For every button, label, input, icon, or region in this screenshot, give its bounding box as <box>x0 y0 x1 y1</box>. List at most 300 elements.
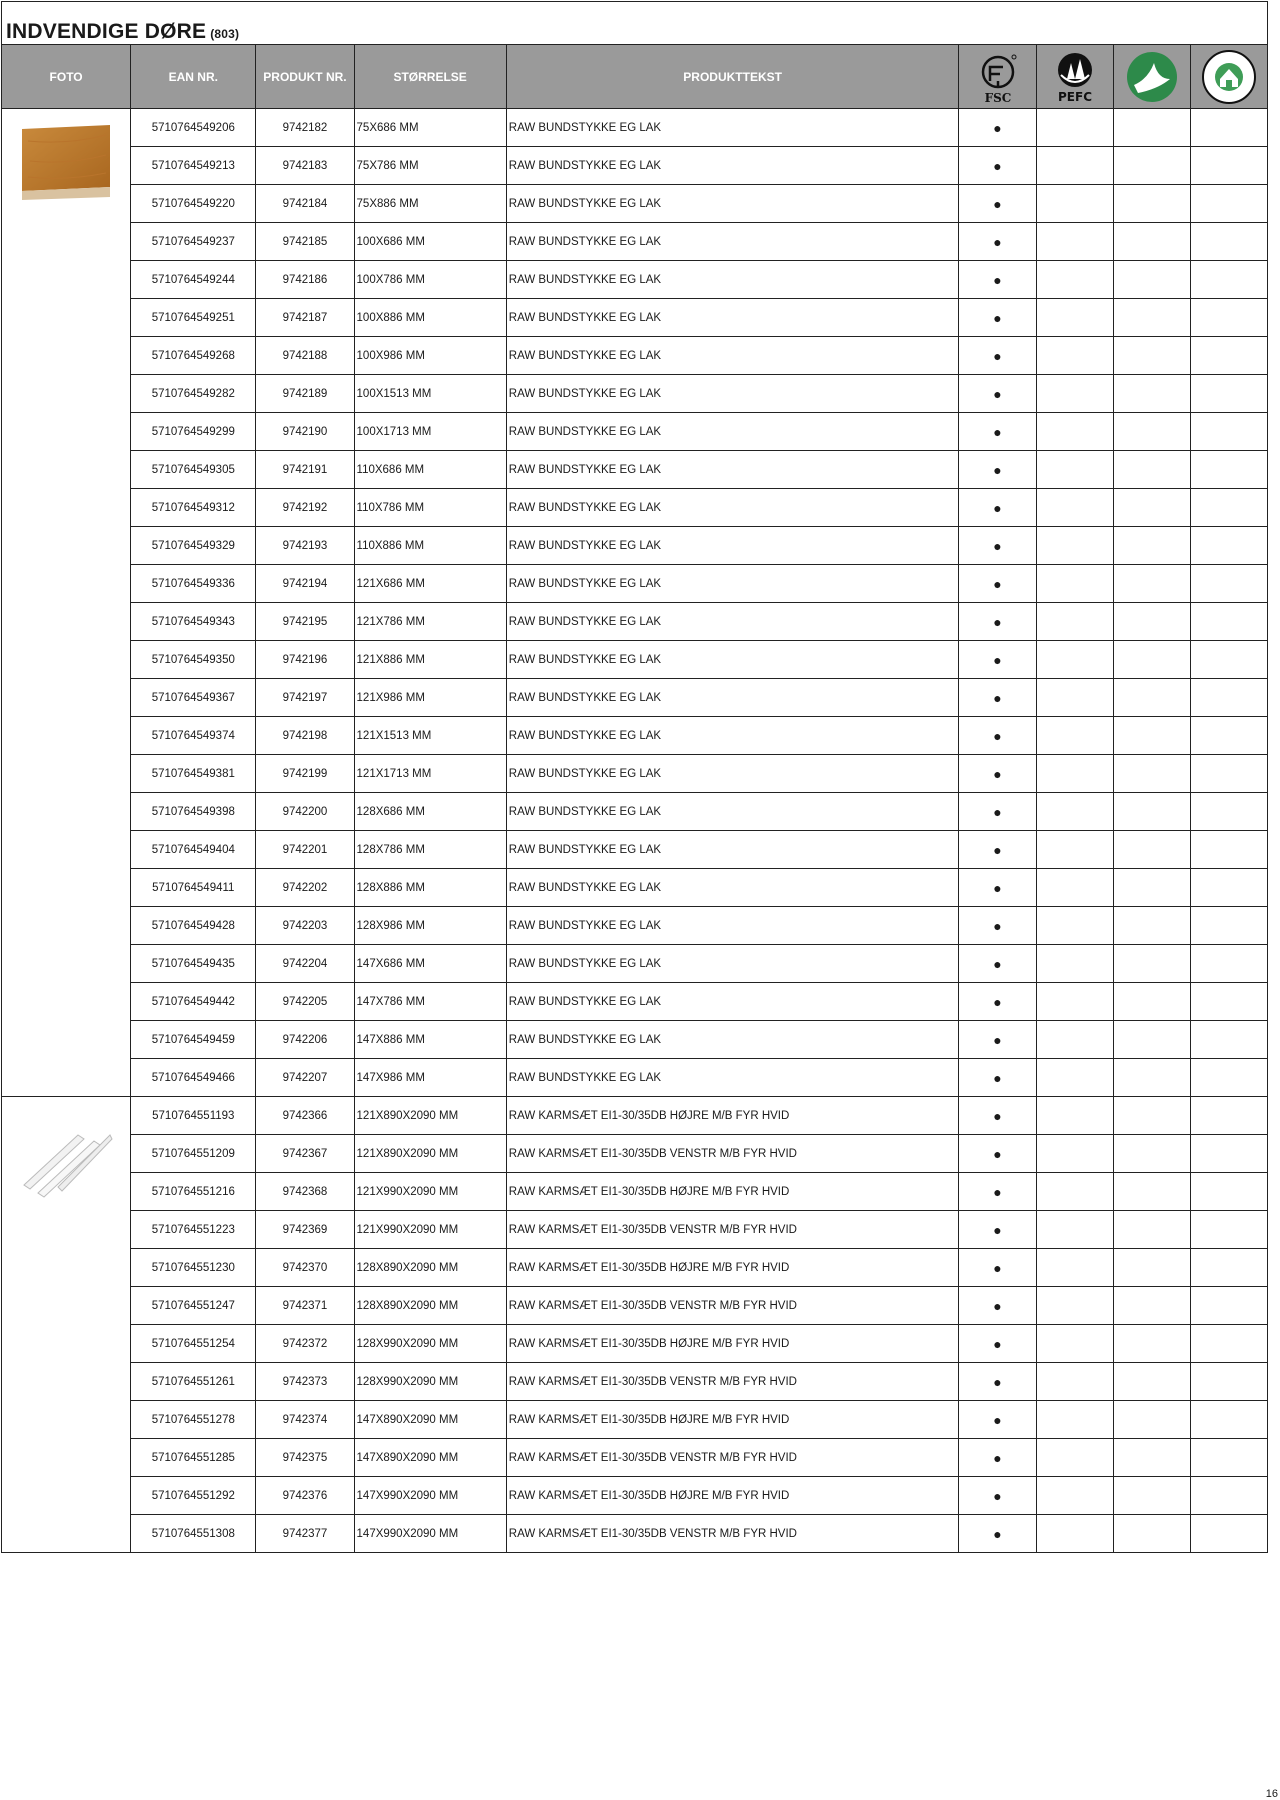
product-number-cell: 9742190 <box>256 413 354 451</box>
indoor-climate-cell <box>1190 1211 1267 1249</box>
size-cell: 100X886 MM <box>354 299 506 337</box>
ean-cell: 5710764549428 <box>131 907 256 945</box>
ean-cell: 5710764549404 <box>131 831 256 869</box>
table-row <box>2 1249 1268 1287</box>
size-cell: 100X786 MM <box>354 261 506 299</box>
ean-cell: 5710764549381 <box>131 755 256 793</box>
indoor-climate-cell <box>1190 1097 1267 1135</box>
size-cell: 128X890X2090 MM <box>354 1249 506 1287</box>
svanen-cell <box>1113 451 1190 489</box>
size-cell: 121X890X2090 MM <box>354 1135 506 1173</box>
ean-cell: 5710764549329 <box>131 527 256 565</box>
pefc-logo-text: PEFC <box>1057 89 1092 104</box>
indoor-climate-cell <box>1190 869 1267 907</box>
pefc-cell <box>1036 147 1113 185</box>
pefc-cell <box>1036 413 1113 451</box>
table-row <box>2 375 1268 413</box>
svanen-cell <box>1113 109 1190 147</box>
product-text-cell: RAW KARMSÆT EI1-30/35DB VENSTR M/B FYR HVID <box>506 1211 959 1249</box>
product-text-cell: RAW BUNDSTYKKE EG LAK <box>506 945 959 983</box>
product-number-cell: 9742189 <box>256 375 354 413</box>
product-text-cell: RAW BUNDSTYKKE EG LAK <box>506 299 959 337</box>
fsc-certified-dot: ● <box>959 1097 1036 1135</box>
size-cell: 121X986 MM <box>354 679 506 717</box>
svanen-cell <box>1113 147 1190 185</box>
product-text-cell: RAW KARMSÆT EI1-30/35DB VENSTR M/B FYR HVID <box>506 1135 959 1173</box>
ean-cell: 5710764549411 <box>131 869 256 907</box>
product-number-cell: 9742372 <box>256 1325 354 1363</box>
product-text-cell: RAW BUNDSTYKKE EG LAK <box>506 907 959 945</box>
svanen-cell <box>1113 1249 1190 1287</box>
ean-cell: 5710764549343 <box>131 603 256 641</box>
product-number-cell: 9742205 <box>256 983 354 1021</box>
svanen-cell <box>1113 223 1190 261</box>
fsc-certified-dot: ● <box>959 1401 1036 1439</box>
pefc-cell <box>1036 1477 1113 1515</box>
svanen-cell <box>1113 603 1190 641</box>
svanen-cell <box>1113 337 1190 375</box>
indoor-climate-cell <box>1190 451 1267 489</box>
ean-cell: 5710764549251 <box>131 299 256 337</box>
svanen-cell <box>1113 945 1190 983</box>
product-text-cell: RAW KARMSÆT EI1-30/35DB VENSTR M/B FYR HVID <box>506 1287 959 1325</box>
indoor-climate-cell <box>1190 489 1267 527</box>
pefc-cell <box>1036 451 1113 489</box>
product-text-cell: RAW BUNDSTYKKE EG LAK <box>506 223 959 261</box>
product-number-cell: 9742375 <box>256 1439 354 1477</box>
svanen-cell <box>1113 1097 1190 1135</box>
product-number-cell: 9742206 <box>256 1021 354 1059</box>
product-photo-cell <box>2 1097 131 1553</box>
svanen-cell <box>1113 1173 1190 1211</box>
product-number-cell: 9742187 <box>256 299 354 337</box>
fsc-certified-dot: ● <box>959 1325 1036 1363</box>
product-number-cell: 9742201 <box>256 831 354 869</box>
ean-cell: 5710764551285 <box>131 1439 256 1477</box>
indoor-climate-cell <box>1190 299 1267 337</box>
size-cell: 75X886 MM <box>354 185 506 223</box>
product-number-cell: 9742366 <box>256 1097 354 1135</box>
fsc-certified-dot: ● <box>959 337 1036 375</box>
product-text-cell: RAW KARMSÆT EI1-30/35DB HØJRE M/B FYR HVID <box>506 1401 959 1439</box>
product-number-cell: 9742183 <box>256 147 354 185</box>
svanen-cell <box>1113 299 1190 337</box>
size-cell: 100X1713 MM <box>354 413 506 451</box>
fsc-certified-dot: ● <box>959 223 1036 261</box>
svanen-cell <box>1113 641 1190 679</box>
product-number-cell: 9742194 <box>256 565 354 603</box>
svanen-cell <box>1113 907 1190 945</box>
pefc-cell <box>1036 1021 1113 1059</box>
fsc-logo-text: FSC <box>984 90 1011 105</box>
table-row <box>2 1363 1268 1401</box>
product-text-cell: RAW BUNDSTYKKE EG LAK <box>506 527 959 565</box>
indoor-climate-cell <box>1190 603 1267 641</box>
table-row <box>2 641 1268 679</box>
svanen-cell <box>1113 793 1190 831</box>
pefc-cell <box>1036 641 1113 679</box>
fsc-certified-dot: ● <box>959 603 1036 641</box>
fsc-certified-dot: ● <box>959 489 1036 527</box>
size-cell: 75X786 MM <box>354 147 506 185</box>
product-text-cell: RAW KARMSÆT EI1-30/35DB VENSTR M/B FYR HVID <box>506 1439 959 1477</box>
svanen-cell <box>1113 717 1190 755</box>
svanen-cell <box>1113 1211 1190 1249</box>
ean-cell: 5710764549466 <box>131 1059 256 1097</box>
pefc-cell <box>1036 1287 1113 1325</box>
indoor-climate-cell <box>1190 147 1267 185</box>
indoor-climate-cell <box>1190 831 1267 869</box>
product-text-cell: RAW BUNDSTYKKE EG LAK <box>506 831 959 869</box>
pefc-cell <box>1036 907 1113 945</box>
pefc-cell <box>1036 1173 1113 1211</box>
size-cell: 121X890X2090 MM <box>354 1097 506 1135</box>
table-row <box>2 413 1268 451</box>
table-row <box>2 337 1268 375</box>
fsc-certified-dot: ● <box>959 679 1036 717</box>
pefc-cell <box>1036 223 1113 261</box>
product-number-cell: 9742196 <box>256 641 354 679</box>
fsc-certified-dot: ● <box>959 1249 1036 1287</box>
product-photo-cell <box>2 109 131 1097</box>
header-produkttekst: PRODUKTTEKST <box>506 45 959 109</box>
product-text-cell: RAW BUNDSTYKKE EG LAK <box>506 793 959 831</box>
table-row <box>2 1477 1268 1515</box>
ean-cell: 5710764549459 <box>131 1021 256 1059</box>
indoor-climate-cell <box>1190 1059 1267 1097</box>
header-produkt-nr: PRODUKT NR. <box>256 45 354 109</box>
product-number-cell: 9742199 <box>256 755 354 793</box>
fsc-certified-dot: ● <box>959 755 1036 793</box>
svanen-cell <box>1113 527 1190 565</box>
indoor-climate-cell <box>1190 717 1267 755</box>
table-row <box>2 1439 1268 1477</box>
fsc-certified-dot: ● <box>959 869 1036 907</box>
indoor-climate-cell <box>1190 527 1267 565</box>
size-cell: 75X686 MM <box>354 109 506 147</box>
size-cell: 128X886 MM <box>354 869 506 907</box>
product-text-cell: RAW BUNDSTYKKE EG LAK <box>506 1021 959 1059</box>
ean-cell: 5710764549398 <box>131 793 256 831</box>
pefc-cell <box>1036 755 1113 793</box>
product-text-cell: RAW KARMSÆT EI1-30/35DB VENSTR M/B FYR HVID <box>506 1515 959 1553</box>
header-stoerrelse: STØRRELSE <box>354 45 506 109</box>
fsc-certified-dot: ● <box>959 1021 1036 1059</box>
size-cell: 128X686 MM <box>354 793 506 831</box>
product-number-cell: 9742367 <box>256 1135 354 1173</box>
size-cell: 128X986 MM <box>354 907 506 945</box>
fsc-certified-dot: ● <box>959 413 1036 451</box>
product-text-cell: RAW KARMSÆT EI1-30/35DB HØJRE M/B FYR HVID <box>506 1325 959 1363</box>
product-number-cell: 9742198 <box>256 717 354 755</box>
svanen-cell <box>1113 983 1190 1021</box>
pefc-cell <box>1036 831 1113 869</box>
ean-cell: 5710764549442 <box>131 983 256 1021</box>
fsc-certified-dot: ● <box>959 375 1036 413</box>
pefc-cell <box>1036 1363 1113 1401</box>
table-row <box>2 717 1268 755</box>
table-row <box>2 1059 1268 1097</box>
size-cell: 147X986 MM <box>354 1059 506 1097</box>
table-row <box>2 907 1268 945</box>
size-cell: 121X990X2090 MM <box>354 1211 506 1249</box>
title-bar <box>1 1 1268 44</box>
product-number-cell: 9742369 <box>256 1211 354 1249</box>
size-cell: 147X686 MM <box>354 945 506 983</box>
product-text-cell: RAW BUNDSTYKKE EG LAK <box>506 375 959 413</box>
product-number-cell: 9742191 <box>256 451 354 489</box>
svanen-cell <box>1113 1439 1190 1477</box>
ean-cell: 5710764549244 <box>131 261 256 299</box>
table-row <box>2 185 1268 223</box>
table-row <box>2 1097 1268 1135</box>
indoor-climate-cell <box>1190 641 1267 679</box>
fsc-certified-dot: ● <box>959 641 1036 679</box>
pefc-cell <box>1036 945 1113 983</box>
pefc-cell <box>1036 1059 1113 1097</box>
table-row <box>2 1173 1268 1211</box>
size-cell: 121X786 MM <box>354 603 506 641</box>
size-cell: 147X990X2090 MM <box>354 1477 506 1515</box>
table-row <box>2 489 1268 527</box>
white-frame-set-photo <box>18 1115 114 1205</box>
indoor-climate-cell <box>1190 565 1267 603</box>
indoor-climate-cell <box>1190 1249 1267 1287</box>
fsc-certified-dot: ● <box>959 945 1036 983</box>
fsc-certified-dot: ● <box>959 793 1036 831</box>
pefc-cell <box>1036 565 1113 603</box>
ean-cell: 5710764549213 <box>131 147 256 185</box>
indoor-climate-cell <box>1190 679 1267 717</box>
indoor-climate-cell <box>1190 1439 1267 1477</box>
size-cell: 128X786 MM <box>354 831 506 869</box>
pefc-cell <box>1036 527 1113 565</box>
svanen-cell <box>1113 755 1190 793</box>
table-row <box>2 869 1268 907</box>
pefc-cell <box>1036 185 1113 223</box>
table-row <box>2 755 1268 793</box>
size-cell: 128X990X2090 MM <box>354 1325 506 1363</box>
table-row <box>2 223 1268 261</box>
product-rows <box>2 109 1268 1553</box>
product-number-cell: 9742204 <box>256 945 354 983</box>
ean-cell: 5710764549299 <box>131 413 256 451</box>
fsc-certified-dot: ● <box>959 451 1036 489</box>
fsc-certified-dot: ● <box>959 717 1036 755</box>
table-row <box>2 793 1268 831</box>
size-cell: 121X686 MM <box>354 565 506 603</box>
pefc-cell <box>1036 717 1113 755</box>
ean-cell: 5710764549350 <box>131 641 256 679</box>
product-number-cell: 9742203 <box>256 907 354 945</box>
pefc-cell <box>1036 1325 1113 1363</box>
catalog-page <box>1 1 1267 1557</box>
pefc-cell <box>1036 1097 1113 1135</box>
size-cell: 147X890X2090 MM <box>354 1401 506 1439</box>
svanen-cell <box>1113 185 1190 223</box>
fsc-certified-dot: ● <box>959 1059 1036 1097</box>
size-cell: 121X1713 MM <box>354 755 506 793</box>
product-text-cell: RAW KARMSÆT EI1-30/35DB HØJRE M/B FYR HVID <box>506 1173 959 1211</box>
indoor-climate-cell <box>1190 1325 1267 1363</box>
svanen-cell <box>1113 1287 1190 1325</box>
product-number-cell: 9742184 <box>256 185 354 223</box>
ean-cell: 5710764551223 <box>131 1211 256 1249</box>
product-number-cell: 9742192 <box>256 489 354 527</box>
svanen-cell <box>1113 831 1190 869</box>
header-row <box>2 45 1268 109</box>
svanen-cell <box>1113 1515 1190 1553</box>
product-number-cell: 9742193 <box>256 527 354 565</box>
pefc-cell <box>1036 793 1113 831</box>
product-text-cell: RAW BUNDSTYKKE EG LAK <box>506 641 959 679</box>
pefc-cell <box>1036 679 1113 717</box>
fsc-certified-dot: ● <box>959 147 1036 185</box>
pefc-cell <box>1036 869 1113 907</box>
table-row <box>2 679 1268 717</box>
product-text-cell: RAW KARMSÆT EI1-30/35DB HØJRE M/B FYR HVID <box>506 1477 959 1515</box>
product-text-cell: RAW BUNDSTYKKE EG LAK <box>506 147 959 185</box>
table-row <box>2 451 1268 489</box>
indoor-climate-cell <box>1190 1401 1267 1439</box>
size-cell: 147X990X2090 MM <box>354 1515 506 1553</box>
pefc-cell <box>1036 1401 1113 1439</box>
size-cell: 100X686 MM <box>354 223 506 261</box>
product-number-cell: 9742371 <box>256 1287 354 1325</box>
indoor-climate-cell <box>1190 1363 1267 1401</box>
svanen-cell <box>1113 565 1190 603</box>
ean-cell: 5710764551278 <box>131 1401 256 1439</box>
fsc-certified-dot: ● <box>959 261 1036 299</box>
svanen-cell <box>1113 413 1190 451</box>
fsc-certified-dot: ● <box>959 983 1036 1021</box>
svanen-cell <box>1113 1363 1190 1401</box>
pefc-cell <box>1036 983 1113 1021</box>
fsc-certified-dot: ● <box>959 565 1036 603</box>
pefc-cell <box>1036 489 1113 527</box>
indoor-climate-cell <box>1190 945 1267 983</box>
ean-cell: 5710764551254 <box>131 1325 256 1363</box>
header-svanen <box>1113 45 1190 109</box>
ean-cell: 5710764549220 <box>131 185 256 223</box>
fsc-certified-dot: ● <box>959 1439 1036 1477</box>
ean-cell: 5710764549367 <box>131 679 256 717</box>
fsc-certified-dot: ● <box>959 1515 1036 1553</box>
page-number: 16 <box>1265 1788 1278 1800</box>
ean-cell: 5710764549374 <box>131 717 256 755</box>
indoor-climate-cell <box>1190 1287 1267 1325</box>
table-row <box>2 945 1268 983</box>
ean-cell: 5710764549312 <box>131 489 256 527</box>
table-row <box>2 603 1268 641</box>
svanen-cell <box>1113 1021 1190 1059</box>
svanen-cell <box>1113 261 1190 299</box>
svanen-cell <box>1113 489 1190 527</box>
indoor-climate-cell <box>1190 907 1267 945</box>
header-indoor-climate <box>1190 45 1267 109</box>
product-text-cell: RAW BUNDSTYKKE EG LAK <box>506 755 959 793</box>
ean-cell: 5710764549206 <box>131 109 256 147</box>
table-row <box>2 1135 1268 1173</box>
fsc-certified-dot: ● <box>959 185 1036 223</box>
product-number-cell: 9742374 <box>256 1401 354 1439</box>
pefc-cell <box>1036 1515 1113 1553</box>
fsc-certified-dot: ● <box>959 527 1036 565</box>
fsc-certified-dot: ● <box>959 831 1036 869</box>
svanen-cell <box>1113 679 1190 717</box>
size-cell: 110X886 MM <box>354 527 506 565</box>
size-cell: 100X986 MM <box>354 337 506 375</box>
table-row <box>2 261 1268 299</box>
indoor-climate-cell <box>1190 223 1267 261</box>
product-number-cell: 9742207 <box>256 1059 354 1097</box>
indoor-climate-cell <box>1190 1021 1267 1059</box>
indoor-climate-cell <box>1190 793 1267 831</box>
table-row <box>2 527 1268 565</box>
product-text-cell: RAW BUNDSTYKKE EG LAK <box>506 1059 959 1097</box>
fsc-certified-dot: ● <box>959 1211 1036 1249</box>
fsc-logo-icon <box>970 49 1026 105</box>
indoor-climate-cell <box>1190 375 1267 413</box>
fsc-certified-dot: ● <box>959 109 1036 147</box>
svanen-cell <box>1113 1135 1190 1173</box>
svanen-cell <box>1113 1401 1190 1439</box>
pefc-cell <box>1036 337 1113 375</box>
indoor-climate-cell <box>1190 1477 1267 1515</box>
size-cell: 110X786 MM <box>354 489 506 527</box>
size-cell: 110X686 MM <box>354 451 506 489</box>
product-text-cell: RAW BUNDSTYKKE EG LAK <box>506 603 959 641</box>
product-number-cell: 9742200 <box>256 793 354 831</box>
size-cell: 121X990X2090 MM <box>354 1173 506 1211</box>
product-text-cell: RAW BUNDSTYKKE EG LAK <box>506 565 959 603</box>
table-row <box>2 831 1268 869</box>
pefc-cell <box>1036 603 1113 641</box>
product-text-cell: RAW BUNDSTYKKE EG LAK <box>506 679 959 717</box>
ean-cell: 5710764551247 <box>131 1287 256 1325</box>
indoor-climate-cell <box>1190 755 1267 793</box>
table-row <box>2 299 1268 337</box>
ean-cell: 5710764551209 <box>131 1135 256 1173</box>
fsc-certified-dot: ● <box>959 1363 1036 1401</box>
product-text-cell: RAW BUNDSTYKKE EG LAK <box>506 261 959 299</box>
product-number-cell: 9742195 <box>256 603 354 641</box>
product-text-cell: RAW BUNDSTYKKE EG LAK <box>506 869 959 907</box>
table-row <box>2 147 1268 185</box>
table-row <box>2 1211 1268 1249</box>
product-text-cell: RAW BUNDSTYKKE EG LAK <box>506 717 959 755</box>
indoor-climate-cell <box>1190 1515 1267 1553</box>
product-number-cell: 9742370 <box>256 1249 354 1287</box>
svanen-cell <box>1113 869 1190 907</box>
pefc-cell <box>1036 109 1113 147</box>
table-row <box>2 983 1268 1021</box>
size-cell: 100X1513 MM <box>354 375 506 413</box>
ean-cell: 5710764549305 <box>131 451 256 489</box>
ean-cell: 5710764551193 <box>131 1097 256 1135</box>
size-cell: 128X890X2090 MM <box>354 1287 506 1325</box>
product-number-cell: 9742182 <box>256 109 354 147</box>
pefc-cell <box>1036 261 1113 299</box>
product-number-cell: 9742376 <box>256 1477 354 1515</box>
header-fsc <box>959 45 1036 109</box>
fsc-certified-dot: ● <box>959 1477 1036 1515</box>
size-cell: 147X886 MM <box>354 1021 506 1059</box>
header-pefc <box>1036 45 1113 109</box>
indoor-climate-cell <box>1190 1135 1267 1173</box>
indoor-climate-cell <box>1190 185 1267 223</box>
header-ean: EAN NR. <box>131 45 256 109</box>
